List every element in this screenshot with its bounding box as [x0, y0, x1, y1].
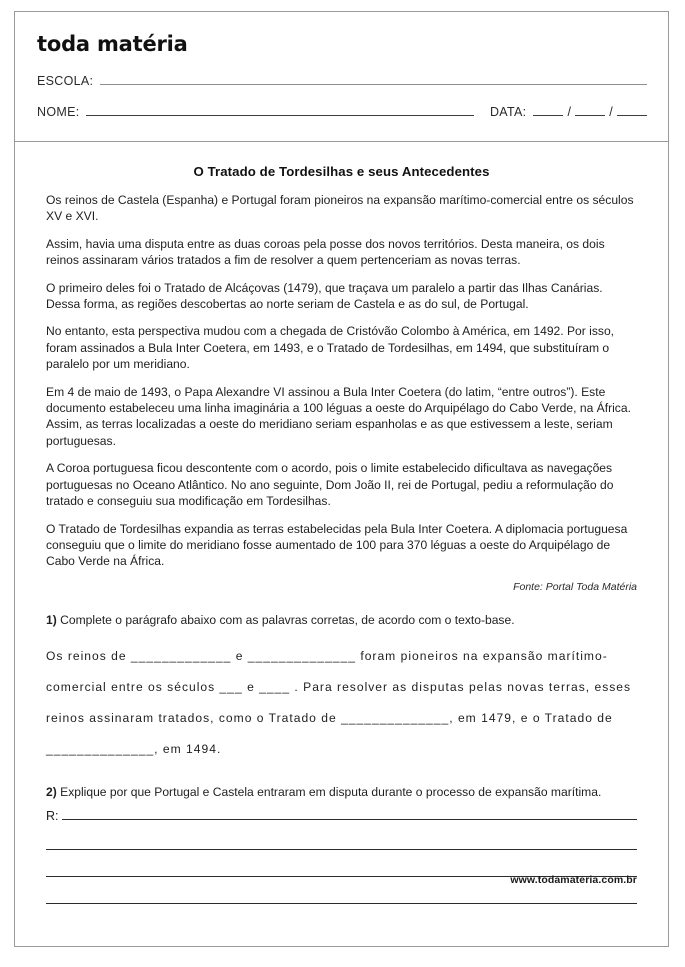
- data-month-input[interactable]: [575, 105, 605, 116]
- question-1: [46, 612, 637, 628]
- worksheet-body: [15, 142, 668, 904]
- question-2-answer-area: [46, 808, 637, 904]
- question-2-number: 2): [46, 785, 57, 800]
- worksheet-header: [15, 12, 668, 142]
- nome-label: NOME:: [37, 105, 80, 119]
- answer-first-row: [46, 808, 637, 823]
- data-label: DATA:: [489, 105, 527, 119]
- nome-field-row: [37, 105, 647, 119]
- text-paragraph: Assim, havia uma disputa entre as duas coroas pela posse dos novos territórios. Desta maneira, os dois reinos assinaram vários tratados a fim de resolver a quem pertenceriam as novas terras.: [46, 236, 605, 268]
- question-2-statement: Explique por que Portugal e Castela entraram em disputa durante o processo de expansão marítima.: [60, 785, 602, 800]
- page-title: O Tratado de Tordesilhas e seus Antecedentes: [193, 164, 490, 179]
- text-paragraph: A Coroa portuguesa ficou descontente com o acordo, pois o limite estabelecido dificultava as navegações portuguesas no Oceano Atlântico. No ano seguinte, Dom João II, rei de Portugal, pediu a reformulação do tratado e conseguiu sua modificação em Tordesilhas.: [46, 461, 614, 509]
- toda-materia-logo: toda matéria: [37, 32, 188, 56]
- data-separator-2: /: [609, 105, 613, 119]
- question-1-fill-in-text[interactable]: Os reinos de _____________ e ______________ foram pioneiros na expansão marítimo-comercial entre os séculos ___ e ____ . Para resolver as disputas pelas novas terras, esses reinos assinaram tratados, como o Tratado de ______________, em 1479, e o Tratado de ______________, em 1494.: [46, 649, 632, 757]
- data-field-group: [490, 105, 647, 119]
- text-paragraph: Os reinos de Castela (Espanha) e Portugal foram pioneiros na expansão marítimo-comercial entre os séculos XV e XVI.: [46, 193, 634, 224]
- text-paragraph: Em 4 de maio de 1493, o Papa Alexandre VI assinou a Bula Inter Coetera (do latim, “entre outros”). Este documento estabeleceu uma linha imaginária a 100 léguas a oeste do Arquipélago do Cabo Verde, na África. Assim, as terras localizadas a oeste do meridiano seriam espanholas e as que estivessem a leste, seriam portuguesas.: [46, 384, 631, 448]
- escola-input-line[interactable]: [100, 74, 647, 85]
- text-paragraph: O primeiro deles foi o Tratado de Alcáçovas (1479), que traçava um paralelo a partir das Ilhas Canárias. Dessa forma, as regiões descobertas ao norte seriam de Castela e as do sul, de Portugal.: [46, 280, 603, 312]
- answer-label: R:: [46, 808, 59, 823]
- source-attribution: Fonte: Portal Toda Matéria: [513, 580, 637, 593]
- nome-input-line[interactable]: [86, 105, 473, 116]
- escola-label: ESCOLA:: [37, 74, 94, 88]
- footer-website-url: www.todamateria.com.br: [510, 873, 637, 886]
- data-separator-1: /: [567, 105, 572, 119]
- question-2: [46, 784, 637, 800]
- question-1-number: 1): [46, 612, 57, 627]
- text-paragraph: O Tratado de Tordesilhas expandia as terras estabelecidas pela Bula Inter Coetera. A diplomacia portuguesa conseguiu que o limite do meridiano fosse aumentado de 100 para 370 léguas a oeste do Arquipélago de Cabo Verde na África.: [46, 521, 628, 569]
- worksheet-sheet: [14, 11, 669, 947]
- answer-line[interactable]: [62, 808, 638, 820]
- data-year-input[interactable]: [617, 105, 647, 116]
- data-day-input[interactable]: [533, 105, 563, 116]
- answer-line[interactable]: [46, 848, 637, 850]
- answer-line[interactable]: [46, 902, 637, 904]
- text-paragraph: No entanto, esta perspectiva mudou com a chegada de Cristóvão Colombo à América, em 1492. Por isso, foram assinados a Bula Inter Coetera, em 1493, e o Tratado de Tordesilhas, em 1494, que substituíram o paralelo por um meridiano.: [46, 324, 615, 372]
- escola-field-row: [37, 74, 647, 88]
- question-1-statement: Complete o parágrafo abaixo com as palavras corretas, de acordo com o texto-base.: [60, 612, 515, 627]
